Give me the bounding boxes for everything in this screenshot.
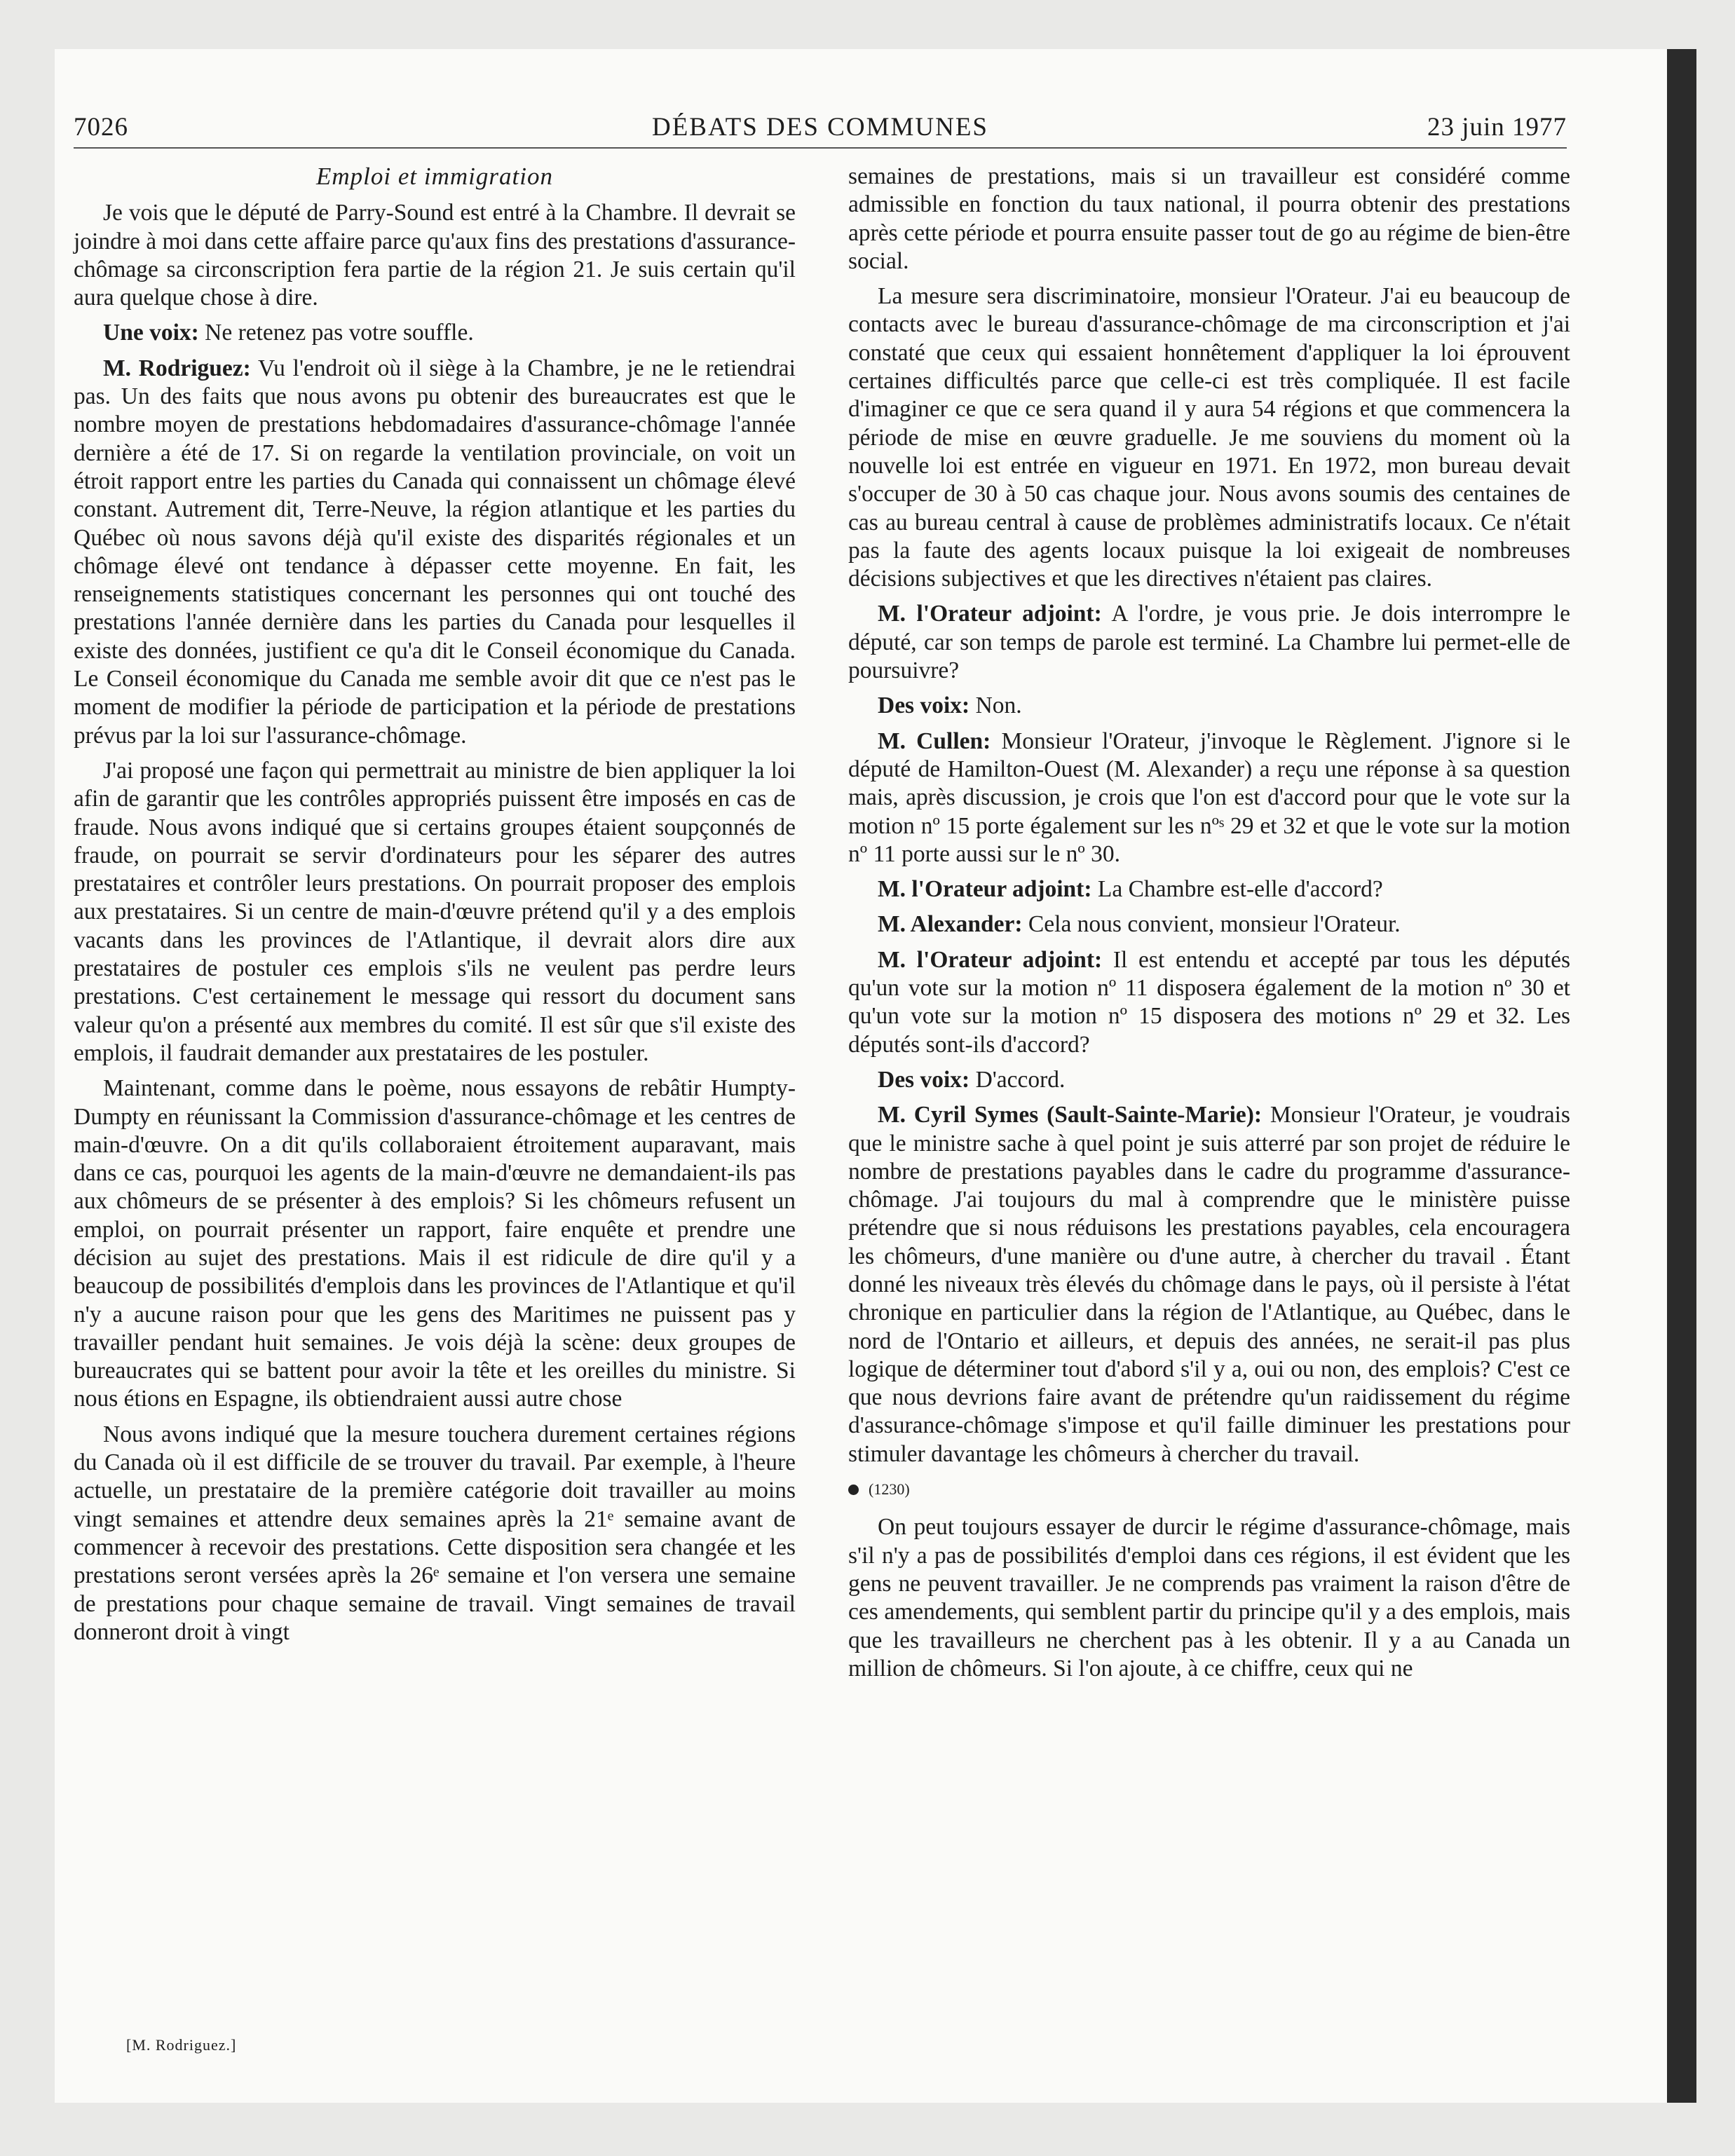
- paragraph-text: Cela nous convient, monsieur l'Orateur.: [1022, 911, 1401, 938]
- speaker-name: M. l'Orateur adjoint:: [878, 946, 1103, 973]
- scan-edge: [1667, 49, 1696, 2103]
- paragraph: [74, 1074, 796, 1414]
- speaker-name: M. Rodriguez:: [103, 355, 251, 381]
- time-marker-text: (1230): [869, 1480, 910, 1499]
- paragraph: [848, 600, 1570, 685]
- paragraph-text: J'ai proposé une façon qui permettrait au ministre de bien appliquer la loi afin de garantir que les contrôles appropriés puissent être imposés en cas de fraude. Nous avons indiqué que si certains groupes étaient soupçonnés de fraude, on pourrait se servir d'ordinateurs pour les séparer des autres prestataires et contrôler leurs prestations. On pourrait proposer des emplois aux prestataires. Si un centre de main-d'œuvre prétend qu'il y a des emplois vacants dans les provinces de l'Atlantique, il devrait alors dire aux prestataires de postuler ces emplois s'ils ne veulent pas perdre leurs prestations. C'est certainement le message qui ressort du document sans valeur qu'on a présenté aux membres du comité. Il est sûr que s'il existe des emplois, il faudrait demander aux prestataires de les postuler.: [74, 757, 796, 1066]
- paragraph-text: On peut toujours essayer de durcir le régime d'assurance-chômage, mais s'il n'y a pas de possibilités d'emploi dans ces régions, il est évident que les gens ne peuvent travailler. Je ne comprends pas vraiment la raison d'être de ces amendements, qui semblent partir du principe qu'il y a des emplois, mais que les travailleurs ne cherchent pas à les obtenir. Il y a au Canada un million de chômeurs. Si l'on ajoute, à ce chiffre, ceux qui ne: [848, 1514, 1570, 1681]
- page-date: 23 juin 1977: [1427, 113, 1567, 142]
- journal-title: DÉBATS DES COMMUNES: [651, 113, 988, 142]
- paragraph-text: A l'ordre, je vous prie. Je dois interrompre le député, car son temps de parole est terminé. La Chambre lui permet-elle de poursuivre?: [848, 601, 1570, 684]
- paragraph: [848, 946, 1570, 1059]
- speaker-name: M. l'Orateur adjoint:: [878, 601, 1102, 627]
- speaker-name: Une voix:: [103, 320, 199, 346]
- paragraph: [848, 282, 1570, 593]
- paragraph: [74, 757, 796, 1067]
- paragraph-text: D'accord.: [969, 1066, 1066, 1093]
- paragraph-text: Vu l'endroit où il siège à la Chambre, je ne le retiendrai pas. Un des faits que nous avons pu obtenir des bureaucrates est que le nombre moyen de prestations hebdomadaires d'assurance-chômage l'année dernière a été de 17. Si on regarde la ventilation provinciale, on voit un étroit rapport entre les parties du Canada qui connaissent un chômage élevé constant. Autrement dit, Terre-Neuve, la région atlantique et les parties du Québec où nous savons déjà qu'il existe des disparités régionales et un chômage élevé ont tendance à dépasser cette moyenne. En fait, les renseignements statistiques concernant les personnes qui ont touché des prestations l'année dernière dans les parties du Canada pour lesquelles il existe des données, justifient ce qu'a dit le Conseil économique du Canada. Le Conseil économique du Canada me semble avoir dit que ce n'est pas le moment de modifier la période de participation et la période de prestations prévus par la loi sur l'assurance-chômage.: [74, 355, 796, 749]
- page-number: 7026: [74, 113, 128, 142]
- paragraph: [848, 875, 1570, 903]
- paragraph: [848, 728, 1570, 868]
- paragraph-text: Je vois que le député de Parry-Sound est entré à la Chambre. Il devrait se joindre à moi dans cette affaire parce qu'aux fins des prestations d'assurance-chômage sa circonscription fera partie de la région 21. Je suis certain qu'il aura quelque chose à dire.: [74, 200, 796, 311]
- paragraph-text: Monsieur l'Orateur, je voudrais que le ministre sache à quel point je suis atterré par son projet de réduire le nombre de prestations payables dans le cadre du programme d'assurance-chômage. J'ai toujours du mal à comprendre que le ministère puisse prétendre que si nous réduisons les prestations payables, cela encouragera les chômeurs, d'une manière ou d'une autre, à chercher du travail . Étant donné les niveaux très élevés du chômage dans le pays, où il persiste à l'état chronique en particulier dans la région de l'Atlantique, au Québec, dans le nord de l'Ontario et ailleurs, et depuis des années, ne serait-il pas plus logique de déterminer tout d'abord s'il y a, oui ou non, des emplois? C'est ce que nous devrions faire avant de prétendre qu'un raidissement du régime d'assurance-chômage s'impose et qu'il faille diminuer les prestations pour stimuler davantage les chômeurs à chercher du travail.: [848, 1102, 1570, 1467]
- section-title: Emploi et immigration: [316, 163, 553, 190]
- paragraph: [74, 319, 796, 347]
- speaker-name: M. Cullen:: [878, 728, 991, 754]
- paragraph-text: La mesure sera discriminatoire, monsieur l'Orateur. J'ai eu beaucoup de contacts avec le bureau d'assurance-chômage de ma circonscription et j'ai constaté que ceux qui essaient honnêtement d'appliquer la loi éprouvent certaines difficultés parce que celle-ci est très compliquée. Il est facile d'imaginer ce que ce sera quand il y aura 54 régions et que commencera la période de mise en œuvre graduelle. Je me souviens du moment où la nouvelle loi est entrée en vigueur en 1971. En 1972, mon bureau devait s'occuper de 30 à 50 cas chaque jour. Nous avons soumis des centaines de cas au bureau central à cause de problèmes administratifs locaux. Ce n'était pas la faute des agents locaux puisque la loi exigeait de nombreuses décisions subjectives et que les directives n'étaient pas claires.: [848, 283, 1570, 592]
- bullet-icon: [848, 1485, 859, 1495]
- paragraph: [848, 692, 1570, 720]
- paragraph-text: Monsieur l'Orateur, j'invoque le Règlement. J'ignore si le député de Hamilton-Ouest (M. Alexander) a reçu une réponse à sa question mais, après discussion, je crois que l'on est d'accord pour que le vote sur la motion nº 15 porte également sur les nºˢ 29 et 32 et que le vote sur la motion nº 11 porte aussi sur le nº 30.: [848, 728, 1570, 867]
- paragraph: [74, 355, 796, 750]
- paragraph-text: Non.: [969, 692, 1022, 719]
- paragraph-text: Nous avons indiqué que la mesure touchera durement certaines régions du Canada où il est difficile de se trouver du travail. Par exemple, à l'heure actuelle, un prestataire de la première catégorie doit travailler au moins vingt semaines et attendre deux semaines après la 21ᵉ semaine avant de commencer à recevoir des prestations. Cette disposition sera changée et les prestations seront versées après la 26ᵉ semaine et l'on versera une semaine de prestations pour chaque semaine de travail. Vingt semaines de travail donneront droit à vingt: [74, 1421, 796, 1645]
- paragraph: [848, 1066, 1570, 1094]
- paragraph: [848, 163, 1570, 275]
- speaker-name: Des voix:: [878, 1066, 970, 1093]
- header-rule: [74, 147, 1567, 149]
- paragraph: [74, 199, 796, 312]
- time-marker: [848, 1475, 1570, 1503]
- speaker-name: M. Cyril Symes (Sault-Sainte-Marie):: [878, 1102, 1263, 1128]
- paragraph: [848, 910, 1570, 939]
- paragraph-text: La Chambre est-elle d'accord?: [1091, 876, 1383, 903]
- right-column: [848, 163, 1570, 1690]
- left-column: [74, 163, 796, 1653]
- footnote: [M. Rodriguez.]: [126, 2036, 237, 2054]
- paragraph-text: Il est entendu et accepté par tous les députés qu'un vote sur la motion nº 11 disposera également de la motion nº 30 et qu'un vote sur la motion nº 15 disposera des motions nº 29 et 32. Les députés sont-ils d'accord?: [848, 946, 1570, 1058]
- speaker-name: Des voix:: [878, 692, 970, 719]
- paragraph-text: Ne retenez pas votre souffle.: [198, 320, 474, 346]
- speaker-name: M. l'Orateur adjoint:: [878, 876, 1092, 903]
- paragraph-text: semaines de prestations, mais si un travailleur est considéré comme admissible en fonction du taux national, il pourra obtenir des prestations après cette période et pourra ensuite passer tout de go au régime de bien-être social.: [848, 163, 1570, 274]
- paragraph-text: Maintenant, comme dans le poème, nous essayons de rebâtir Humpty-Dumpty en réunissant la Commission d'assurance-chômage et les centres de main-d'œuvre. On a dit qu'ils collaboraient étroitement auparavant, mais dans ce cas, pourquoi les agents de la main-d'œuvre ne demandaient-ils pas aux chômeurs de se présenter à des emplois? Si les chômeurs refusent un emploi, on pourrait présenter un rapport, faire enquête et prendre une décision au sujet des prestations. Mais il est ridicule de dire qu'il y a beaucoup de possibilités d'emplois dans les provinces de l'Atlantique et qu'il n'y a aucune raison pour que les gens des Maritimes ne puissent pas y travailler pendant huit semaines. Je vois déjà la scène: deux groupes de bureaucrates qui se battent pour avoir la tête et les oreilles du ministre. Si nous étions en Espagne, ils obtiendraient aussi autre chose: [74, 1075, 796, 1412]
- speaker-name: M. Alexander:: [878, 911, 1023, 938]
- paragraph: [848, 1513, 1570, 1683]
- paragraph: [848, 1101, 1570, 1468]
- paragraph: [74, 1421, 796, 1646]
